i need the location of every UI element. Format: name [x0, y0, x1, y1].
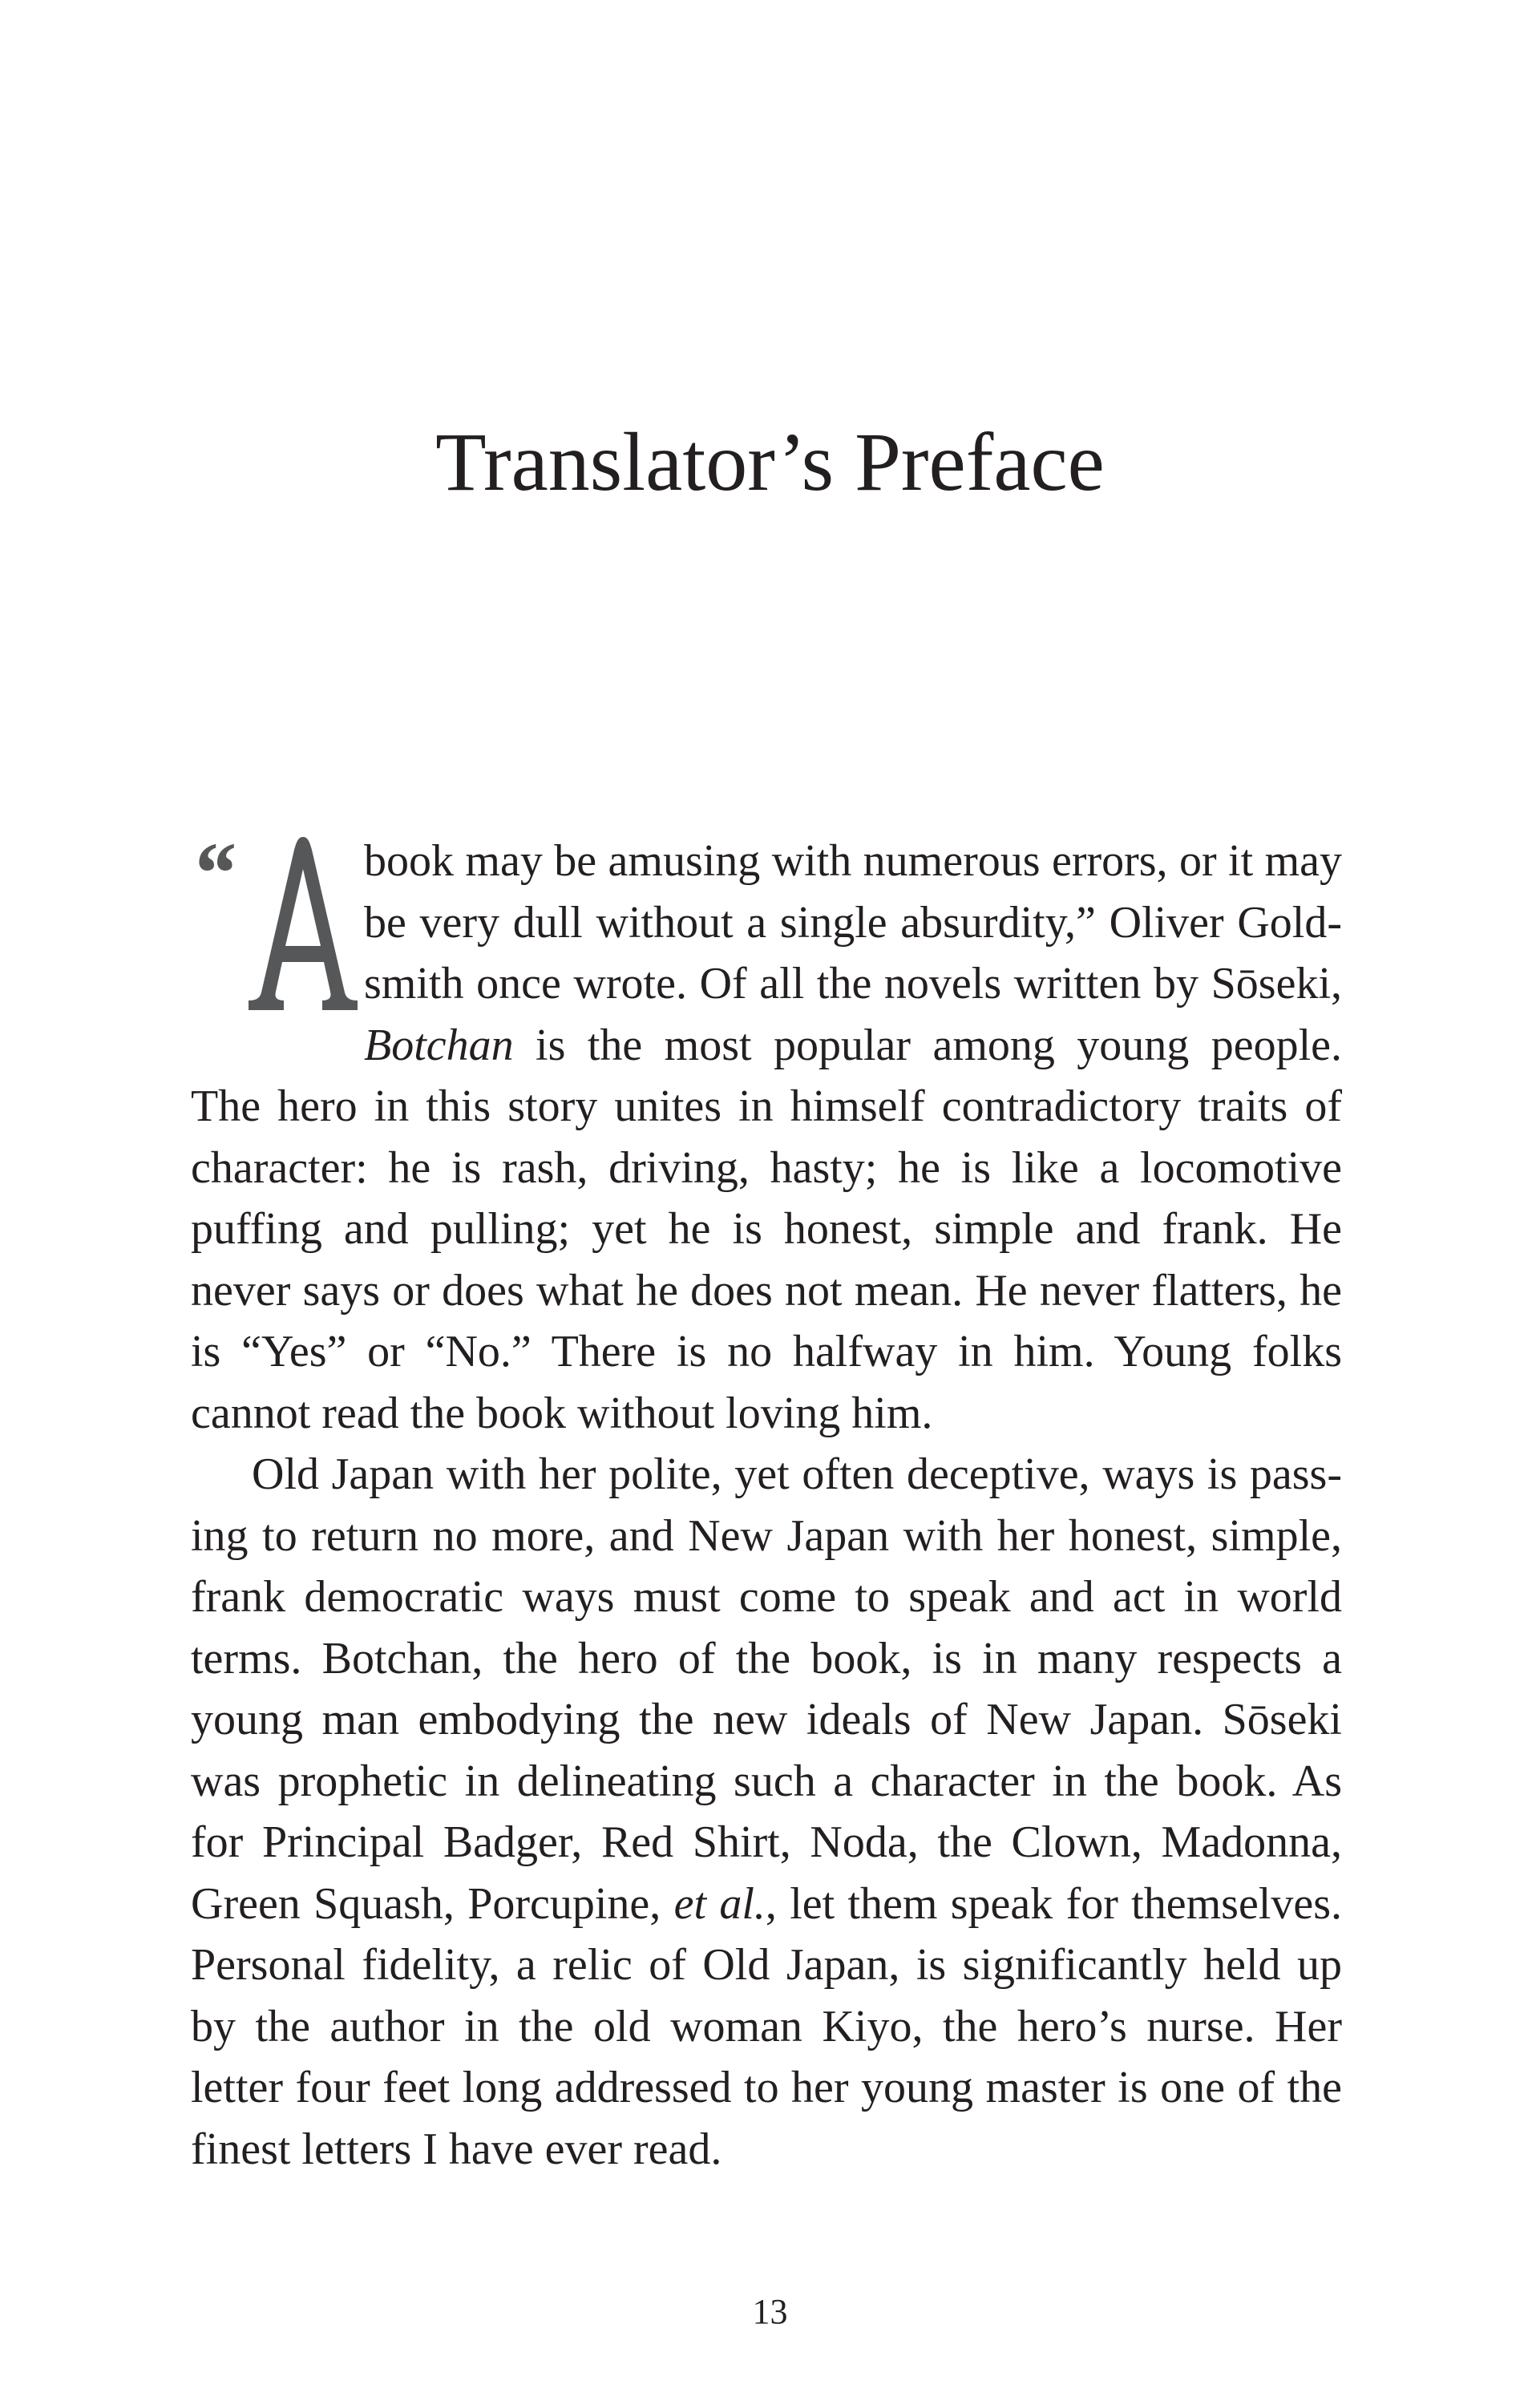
paragraph-1-segment-2-italic: Botchan [364, 1020, 514, 1070]
paragraph-1-segment-3: is the most popular among young people. The hero in this story unites in himself contradictory traits of character: he is rash, driving, hasty; he is like a locomotive puffing and pulling; yet he is honest, simple and frank. He never says or does what he does not mean. He never flatters, he is “Yes” or “No.” There is no halfway in him. Young folks cannot read the book without loving him. [191, 1020, 1342, 1438]
paragraph-1 [191, 824, 1342, 1444]
drop-cap [191, 824, 364, 1015]
page-number: 13 [752, 2292, 788, 2331]
paragraph-2 [191, 1444, 1342, 2180]
chapter-title: Translator’s Preface [435, 416, 1105, 508]
drop-cap-open-quote: “ [191, 824, 235, 922]
paragraph-1-segment-1: book may be amusing with numerous errors, or it may be very dull without a single absurdity,” Oliver Goldsmith once wrote. Of all the novels written by Sōseki, [364, 836, 1342, 1008]
paragraph-2-segment-3: , let them speak for themselves. Personal fidelity, a relic of Old Japan, is significantly held up by the author in the old woman Kiyo, the hero’s nurse. Her letter four feet long addressed to her young master is one of the finest letters I have ever read. [191, 1878, 1343, 2174]
paragraph-2-segment-2-italic: et al. [673, 1878, 766, 1929]
drop-cap-letter-a [245, 834, 361, 1015]
paragraph-2-segment-1: Old Japan with her polite, yet often deceptive, ways is passing to return no more, and New Japan with her honest, simple, frank democratic ways must come to speak and act in world terms. Botchan, the hero of the book, is in many respects a young man embodying the new ideals of New Japan. Sōseki was prophetic in delineating such a character in the book. As for Principal Badger, Red Shirt, Noda, the Clown, Madonna, Green Squash, Porcupine, [191, 1449, 1342, 1929]
preface-body [191, 824, 1343, 2180]
